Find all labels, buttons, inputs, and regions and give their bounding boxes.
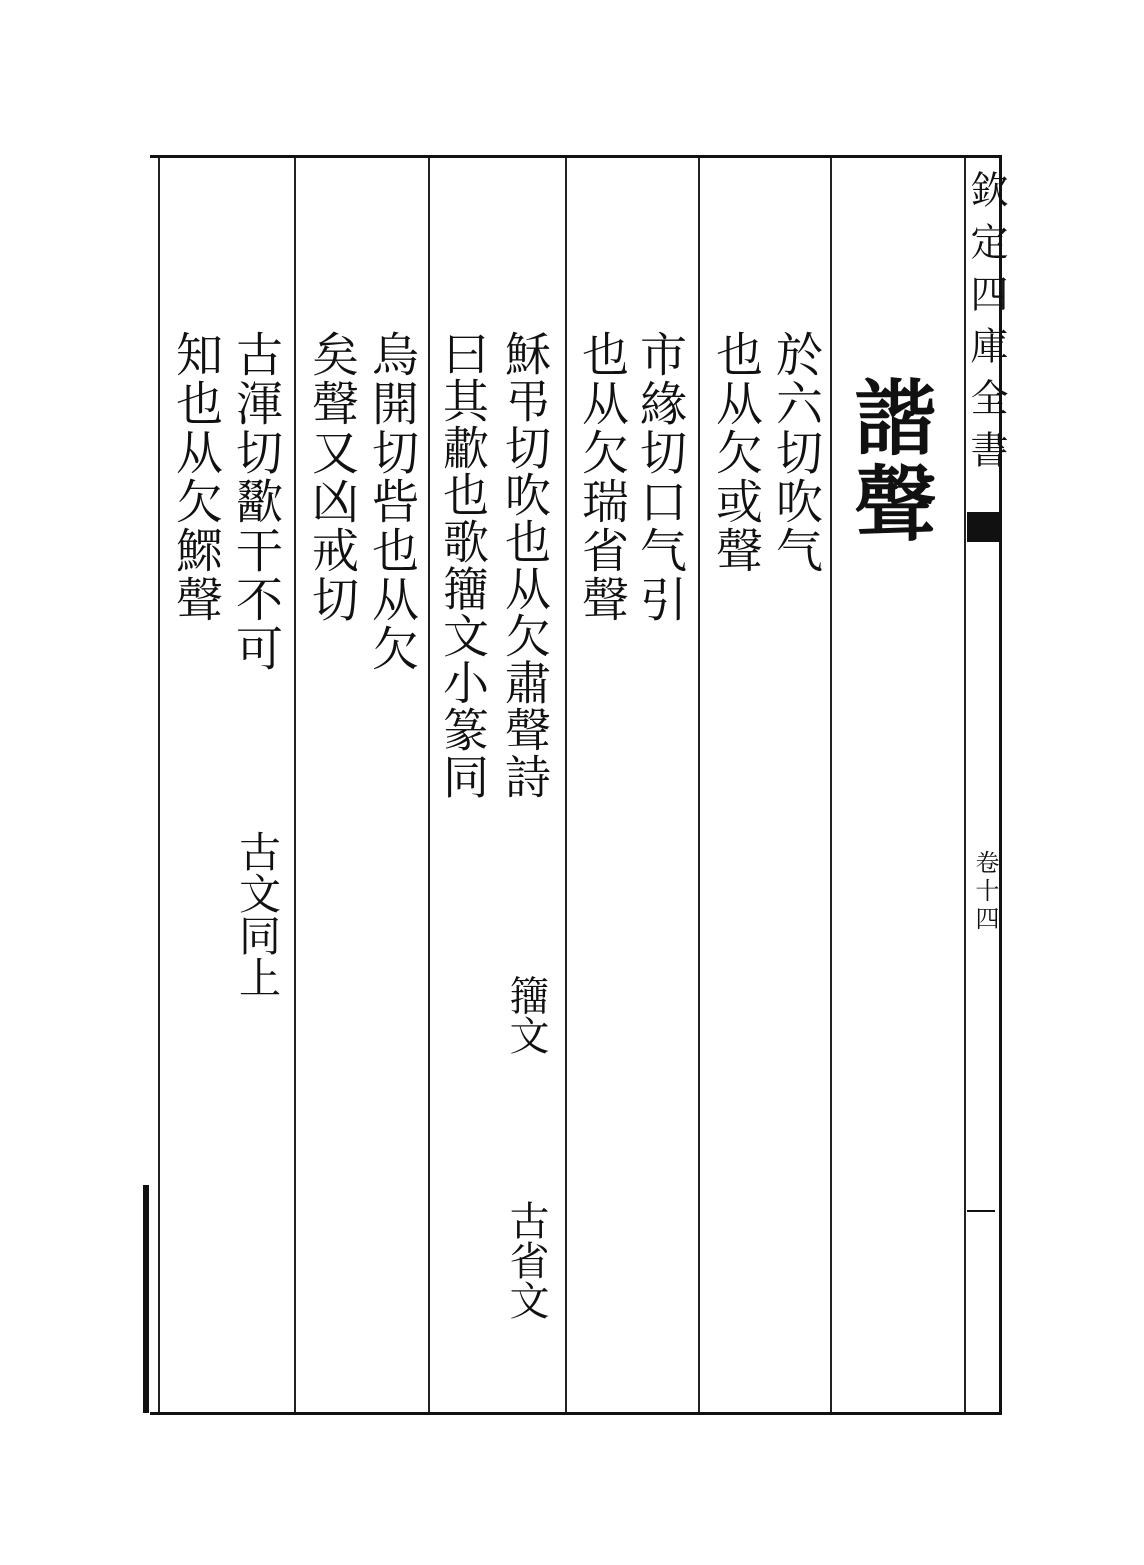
- header-tick: [967, 1210, 995, 1212]
- entry-text-line: 於六切吹气: [768, 330, 823, 575]
- column-divider: [158, 158, 160, 1412]
- frame-bottom-rule: [150, 1412, 1002, 1415]
- entry-text-line: 烏開切呰也从欠: [364, 330, 419, 673]
- fishtail-mark: [967, 512, 999, 542]
- column-divider: [565, 158, 567, 1412]
- variant-note: 籒文: [503, 975, 549, 1055]
- entry-text-line: 穌弔切吹也从欠肅聲詩: [498, 330, 552, 800]
- entry-text-line: 市緣切口气引: [632, 330, 687, 624]
- entry-text-line: 也从欠瑞省聲: [574, 330, 629, 624]
- column-divider: [294, 158, 296, 1412]
- section-title: 諧聲: [841, 375, 937, 547]
- variant-note: 古省文: [503, 1200, 549, 1320]
- entry-text-line: 知也从欠鰥聲: [168, 330, 223, 624]
- header-band: [964, 160, 1008, 1410]
- variant-note: 古文同上: [233, 830, 282, 998]
- frame-top-rule: [150, 155, 1002, 158]
- column-divider: [698, 158, 700, 1412]
- entry-text-line: 古渾切歠干不可: [228, 330, 283, 673]
- entry-text-line: 矣聲又凶戒切: [304, 330, 359, 624]
- book-title: 欽定四庫全書: [964, 170, 1008, 482]
- column-divider: [428, 158, 430, 1412]
- entry-text-line: 曰其歗也歌籒文小篆同: [436, 330, 490, 800]
- entry-text-line: 也从欠或聲: [708, 330, 763, 575]
- frame-left-bar: [143, 1185, 149, 1413]
- volume-label: 卷十四: [971, 850, 999, 934]
- column-divider: [830, 158, 832, 1412]
